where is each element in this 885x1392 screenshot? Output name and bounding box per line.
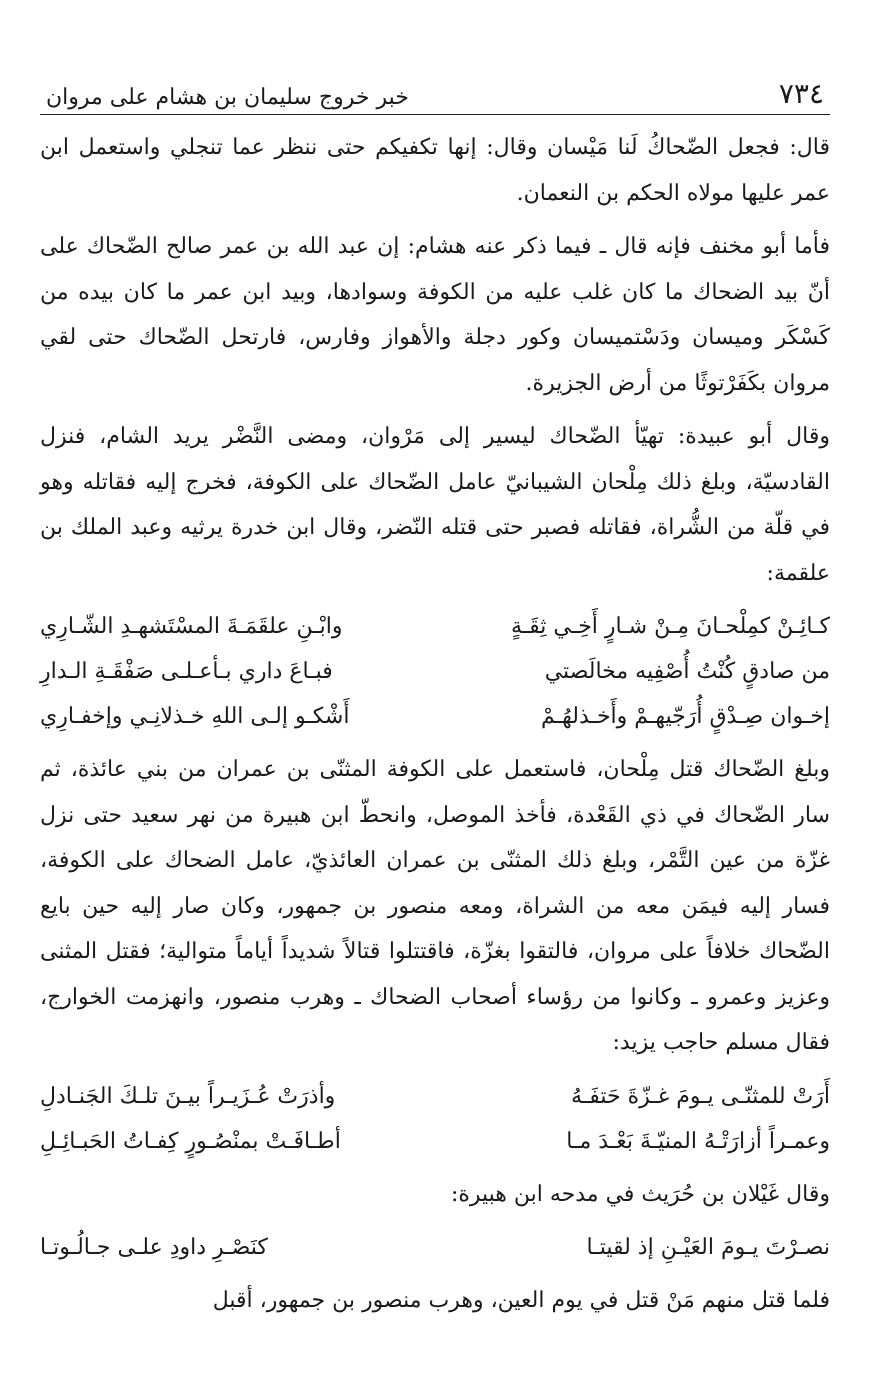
verse-first-hemistich: نصـرْتَ يـومَ العَيْـنِ إذ لقيتـا [586,1235,830,1260]
verse-first-hemistich: إخـوان صِـدْقٍ أُرَجّيهـمْ وأَخـذلهُـمْ [541,704,830,729]
poem-2 [40,1074,830,1164]
page-number: ٧٣٤ [778,77,824,110]
verse-second-hemistich: كنَصْـرِ داودِ علـى جـالُـوتـا [40,1235,268,1260]
paragraph-2: فأما أبو مخنف فإنه قال ـ فيما ذكر عنه هشام: إن عبد الله بن عمر صالح الضّحاك على أنّ بيد الضحاك ما كان غلب عليه من الكوفة وسوادها، وبيد ابن عمر ما كان بيده من كَسْكَر وميسان ودَسْتميسان وكور دجلة والأهواز وفارس، فارتحل الضّحاك حتى لقي مروان بكَفَرْتوثًا من أرض الجزيرة. [40,234,830,396]
verse-first-hemistich: أَرَتْ للمثنّـى يـومَ غـزّةَ حَتفَـهُ [571,1083,830,1109]
page-header [40,70,830,115]
paragraph-1: قال: فجعل الضّحاكُ لَنا مَيْسان وقال: إنها تكفيكم حتى ننظر عما تنجلي واستعمل ابن عمر عليها مولاه الحكم بن النعمان. [40,135,830,206]
verse-first-hemistich: كـائِـنْ كمِلْحـانَ مِـنْ شـارٍ أَخِـي ثِقَـةٍ [510,614,830,639]
verse-second-hemistich: وأذرَتْ عُـزَيـراً بيـنَ تلـكَ الجَنـادلِ [40,1083,336,1109]
poem-3 [40,1225,830,1270]
page-body [40,125,830,1324]
verse-second-hemistich: فبـاعَ داري بـأعـلـى صَفْقَـةِ الـدارِ [40,659,333,684]
paragraph-3: وقال أبو عبيدة: تهيّأ الضّحاك ليسير إلى مَرْوان، ومضى النَّضْر يريد الشام، فنزل القادسيّة، وبلغ ذلك مِلْحان الشيبانيّ عامل الضّحاك على الكوفة، فخرج إليه فقاتله وهو في قلّة من الشُّراة، فقاتله فصبر حتى قتله النّضر، وقال ابن خدرة يرثيه وعبد الملك بن علقمة: [40,424,830,586]
book-page [40,70,830,1332]
paragraph-4: وبلغ الضّحاك قتل مِلْحان، فاستعمل على الكوفة المثنّى بن عمران من بني عائذة، ثم سار الضّحاك في ذي القَعْدة، فأخذ الموصل، وانحطّ ابن هبيرة من نهر سعيد حتى نزل غزّة من عين التَّمْر، وبلغ ذلك المثنّى بن عمران العائذيّ، عامل الضحاك على الكوفة، فسار إليه فيمَن معه من الشراة، ومعه منصور بن جمهور، وكان صار إليه حين بايع الضّحاك خلافاً على مروان، فالتقوا بغزّة، فاقتتلوا قتالاً شديداً أياماً متوالية؛ فقتل المثنى وعزيز وعمرو ـ وكانوا من رؤساء أصحاب الضحاك ـ وهرب منصور، وانهزمت الخوارج، فقال مسلم حاجب يزيد: [40,757,831,1055]
verse-first-hemistich: من صادقٍ كُنْتُ أُصْفِيه مخالَصتي [544,659,830,684]
verse-first-hemistich: وعمـراً أزارَتْـهُ المنيّـةَ بَعْـدَ مـا [566,1128,830,1154]
verse-second-hemistich: أطـافَـتْ بمنْصُـورٍ كِفـاتُ الحَبـائِـلِ [40,1128,341,1154]
verse [40,649,830,694]
verse-second-hemistich: أَشْكـو إلـى اللهِ خـذلانِـي وإخفـارِي [40,704,350,729]
verse [40,1074,830,1119]
running-title: خبر خروج سليمان بن هشام على مروان [46,85,409,110]
verse [40,1119,830,1164]
verse [40,604,830,649]
paragraph-5: وقال غَيْلان بن حُرَيث في مدحه ابن هبيرة: [450,1181,830,1207]
verse [40,1225,830,1270]
paragraph-6: فلما قتل منهم مَنْ قتل في يوم العين، وهرب منصور بن جمهور، أقبل [212,1288,830,1313]
verse [40,694,830,739]
poem-1 [40,604,830,739]
verse-second-hemistich: وابْـنِ علقَمَـةَ المسْتَشهـدِ الشّـارِي [40,614,343,639]
